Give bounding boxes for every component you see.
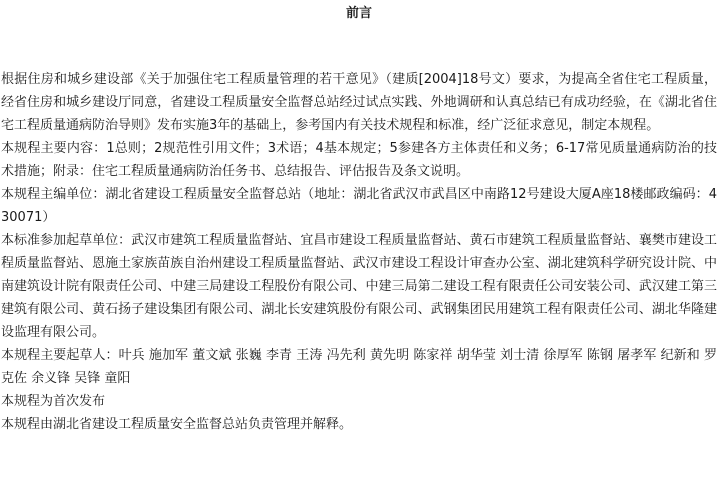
paragraph-drafters: 本规程主要起草人：叶兵 施加军 董文斌 张巍 李青 王涛 冯先利 黄先明 陈家祥 胡华莹 刘士清 徐厚军 陈钢 屠孝军 纪新和 罗克佐 余义锋 吴锋 童阳 <box>1 348 717 386</box>
paragraph-first-release: 本规程为首次发布 <box>1 394 106 409</box>
paragraph-background: 根据住房和城乡建设部《关于加强住宅工程质量管理的若干意见》（建质[2004]18号文）要求，为提高全省住宅工程质量，经省住房和城乡建设厅同意，省建设工程质量安全监督总站经过试点实践、外地调研和认真总结已有成功经验，在《湖北省住宅工程质量通病防治导则》发布实施3年的基础上，参考国内有关技术规程和标准，经广泛征求意见，制定本规程。 <box>1 72 717 133</box>
paragraph-participating-units: 本标准参加起草单位：武汉市建筑工程质量监督站、宜昌市建设工程质量监督站、黄石市建筑工程质量监督站、襄樊市建设工程质量监督站、恩施土家族苗族自治州建设工程质量监督站、武汉市建设工程设计审查办公室、湖北建筑科学研究设计院、中南建筑设计院有限责任公司、中建三局建设工程股份有限公司、中建三局第二建设工程有限责任公司安装公司、武汉建工第三建筑有限公司、黄石扬子建设集团有限公司、湖北长安建筑股份有限公司、武钢集团民用建筑工程有限责任公司、湖北华隆建设监理有限公司。 <box>1 233 717 340</box>
paragraph-administration: 本规程由湖北省建设工程质量安全监督总站负责管理并解释。 <box>1 417 353 432</box>
document-body <box>1 68 717 436</box>
paragraph-chief-editor: 本规程主编单位：湖北省建设工程质量安全监督总站（地址：湖北省武汉市武昌区中南路12号建设大厦A座18楼邮政编码：430071） <box>1 187 717 225</box>
page-title: 前言 <box>345 6 372 21</box>
paragraph-main-content: 本规程主要内容：1总则；2规范性引用文件；3术语；4基本规定；5参建各方主体责任和义务；6-17常见质量通病防治的技术措施；附录：住宅工程质量通病防治任务书、总结报告、评估报告及条文说明。 <box>1 141 717 179</box>
